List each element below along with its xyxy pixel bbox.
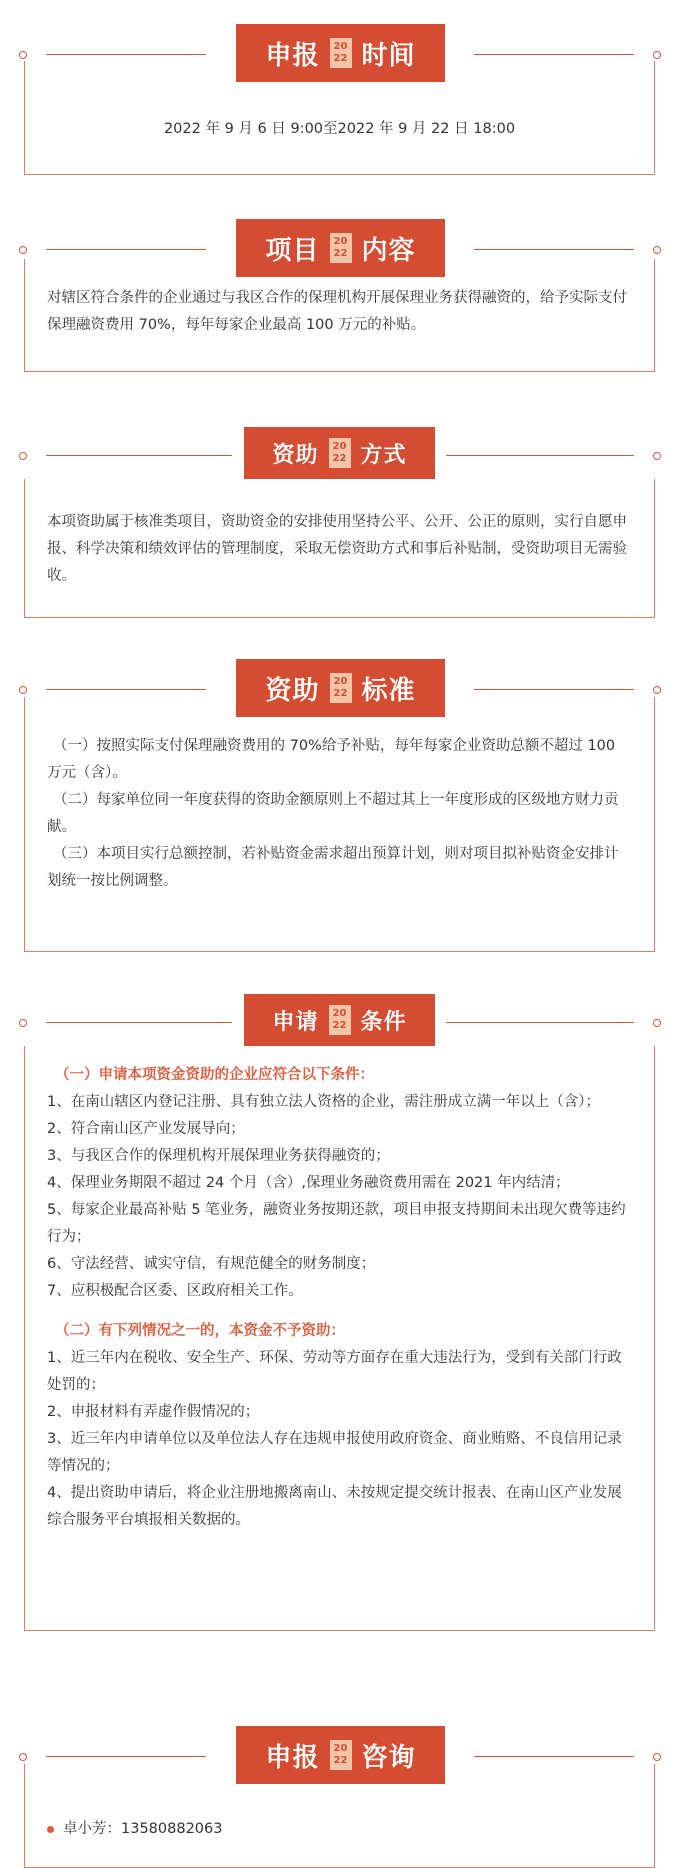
title-right: 咨询 <box>361 1742 416 1773</box>
right-dot <box>653 246 661 254</box>
right-dot <box>653 452 661 460</box>
condition-item: 2、符合南山区产业发展导向； <box>47 1121 245 1137</box>
standard-item: （二）每家单位同一年度获得的资助金额原则上不超过其上一年度形成的区级地方财力贡献。 <box>47 792 619 835</box>
left-dot <box>19 452 27 460</box>
right-dot <box>653 1753 661 1761</box>
title-right: 条件 <box>360 1009 407 1035</box>
title-left: 申报 <box>265 1742 320 1773</box>
left-dot <box>19 1753 27 1761</box>
year-badge: 20 22 <box>329 438 351 468</box>
year-badge: 20 22 <box>330 1740 352 1770</box>
section-title-badge <box>244 427 435 479</box>
left-dot <box>19 686 27 694</box>
condition-item: 7、应积极配合区委、区政府相关工作。 <box>47 1283 303 1299</box>
bullet-dot-icon <box>47 1826 54 1833</box>
right-dot <box>653 51 661 59</box>
standard-item: （三）本项目实行总额控制，若补贴资金需求超出预算计划，则对项目拟补贴资金安排计划统一按比例调整。 <box>47 846 619 889</box>
year-badge: 20 22 <box>330 233 352 263</box>
section-content-box <box>24 697 655 952</box>
title-right: 时间 <box>361 40 416 71</box>
condition-item: 6、守法经营、诚实守信，有规范健全的财务制度； <box>47 1256 376 1272</box>
title-left: 申请 <box>272 1009 319 1035</box>
section-content-box <box>24 479 655 618</box>
exclusion-item: 3、近三年内申请单位以及单位法人存在违规申报使用政府资金、商业贿赂、不良信用记录等情况的； <box>47 1431 622 1474</box>
exclusion-item: 4、提出资助申请后，将企业注册地搬离南山、未按规定提交统计报表、在南山区产业发展综合服务平台填报相关数据的。 <box>47 1485 622 1528</box>
section-content-box <box>24 61 655 175</box>
header-line-right <box>474 54 634 55</box>
section-content-box <box>24 1046 655 1631</box>
header-line-left <box>46 689 206 690</box>
standard-item: （一）按照实际支付保理融资费用的 70%给予补贴，每年每家企业资助总额不超过 100 万元（含）。 <box>47 738 616 781</box>
header-line-right <box>446 1022 634 1023</box>
title-right: 方式 <box>360 442 407 468</box>
year-badge: 20 22 <box>330 673 352 703</box>
header-line-right <box>474 1756 634 1757</box>
conditions-heading-excluded: （二）有下列情况之一的，本资金不予资助： <box>55 1323 345 1339</box>
title-left: 项目 <box>265 235 320 266</box>
header-line-right <box>446 455 634 456</box>
year-badge: 20 22 <box>329 1005 351 1035</box>
title-right: 标准 <box>361 675 416 706</box>
section-content-box <box>24 1764 655 1868</box>
year-badge: 20 22 <box>330 38 352 68</box>
title-left: 申报 <box>265 40 320 71</box>
header-line-right <box>474 249 634 250</box>
contact-text: 卓小芳：13580882063 <box>63 1821 223 1837</box>
header-line-right <box>474 689 634 690</box>
project-content-text: 对辖区符合条件的企业通过与我区合作的保理机构开展保理业务获得融资的，给予实际支付保理融资费用 70%，每年每家企业最高 100 万元的补贴。 <box>47 290 627 333</box>
section-title-badge <box>244 994 435 1046</box>
contact-line <box>47 1816 632 1843</box>
funding-method-text: 本项资助属于核准类项目，资助资金的安排使用坚持公平、公开、公正的原则，实行自愿申报、科学决策和绩效评估的管理制度，采取无偿资助方式和事后补贴制，受资助项目无需验收。 <box>47 514 627 584</box>
condition-item: 3、与我区合作的保理机构开展保理业务获得融资的； <box>47 1148 390 1164</box>
left-dot <box>19 51 27 59</box>
header-line-left <box>46 455 232 456</box>
header-line-left <box>46 1756 206 1757</box>
exclusion-item: 1、近三年内在税收、安全生产、环保、劳动等方面存在重大违法行为，受到有关部门行政处罚的； <box>47 1350 622 1393</box>
header-line-left <box>46 54 206 55</box>
right-dot <box>653 1019 661 1027</box>
right-dot <box>653 686 661 694</box>
conditions-heading-eligible: （一）申请本项资金资助的企业应符合以下条件： <box>55 1067 374 1083</box>
section-content-box <box>24 259 655 372</box>
condition-item: 1、在南山辖区内登记注册、具有独立法人资格的企业，需注册成立满一年以上（含）； <box>47 1094 600 1110</box>
title-right: 内容 <box>361 235 416 266</box>
exclusion-item: 2、申报材料有弄虚作假情况的； <box>47 1404 260 1420</box>
title-left: 资助 <box>272 442 319 468</box>
header-line-left <box>46 1022 232 1023</box>
left-dot <box>19 246 27 254</box>
title-left: 资助 <box>265 675 320 706</box>
time-range-text: 2022 年 9 月 6 日 9:00至2022 年 9 月 22 日 18:00 <box>163 121 516 137</box>
left-dot <box>19 1019 27 1027</box>
condition-item: 4、保理业务期限不超过 24 个月（含）,保理业务融资费用需在 2021 年内结清； <box>47 1175 570 1191</box>
condition-item: 5、每家企业最高补贴 5 笔业务，融资业务按期还款，项目申报支持期间未出现欠费等违约行为； <box>47 1202 626 1245</box>
header-line-left <box>46 249 206 250</box>
